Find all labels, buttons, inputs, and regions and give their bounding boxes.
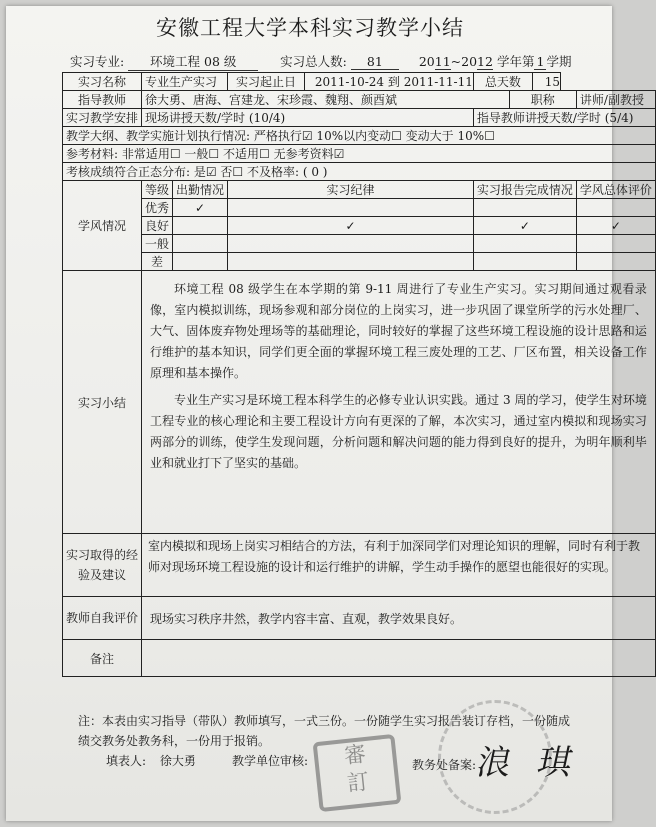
days-value: 15 [544, 75, 560, 89]
summary-label: 实习小结 [63, 271, 142, 534]
major-value: 环境工程 08 级 [128, 52, 258, 71]
rank-value: 讲师/副教授 [576, 91, 655, 109]
plan-execution: 教学大纲、教学实施计划执行情况: 严格执行☑ 10%以内变动☐ 变动大于 10%☐ [63, 127, 656, 145]
style-col-discipline: 实习纪律 [228, 181, 474, 199]
experience-label: 实习取得的经验及建议 [63, 534, 142, 597]
self-eval-text: 现场实习秩序井然，教学内容丰富、直观，教学效果良好。 [142, 597, 656, 640]
check-cell [576, 253, 655, 271]
filler-value: 徐大勇 [159, 754, 196, 768]
office-record-label: 教务处备案: [412, 758, 477, 772]
grade-fair: 一般 [142, 235, 173, 253]
grade-poor: 差 [142, 253, 173, 271]
year-label: 学年第 [496, 54, 535, 69]
style-col-overall: 学风总体评价 [576, 181, 655, 199]
check-cell [576, 199, 655, 217]
grade-excellent: 优秀 [142, 199, 173, 217]
days-label: 总天数 [474, 73, 533, 90]
style-col-attendance: 出勤情况 [173, 181, 228, 199]
header-line [70, 52, 571, 71]
rank-label: 职称 [509, 91, 576, 109]
remark-value [142, 640, 656, 677]
remark-label: 备注 [63, 640, 142, 677]
name-value: 专业生产实习 [142, 73, 228, 91]
summary-body [142, 271, 656, 534]
teacher-label: 指导教师 [63, 91, 142, 109]
summary-paragraph-2: 专业生产实习是环境工程本科学生的必修专业认识实践。通过 3 周的学习，使学生对环境工程专业的核心理论和主要工程设计方向有更深的了解，本次实习，通过室内模拟和现场实习两部分的训练，使学生发现问题，分析问题和解决问题的能力得到良好的提升，为明年顺利毕业和就业打下了坚实的基础。 [150, 393, 647, 470]
check-cell [473, 235, 576, 253]
style-section-label: 学风情况 [63, 181, 142, 271]
count-value: 81 [351, 54, 399, 70]
check-cell: ✓ [173, 199, 228, 217]
check-cell [228, 199, 474, 217]
page-title: 安徽工程大学本科实习教学小结 [156, 16, 464, 40]
check-cell: ✓ [576, 217, 655, 235]
year-end-num: 12 [477, 54, 493, 69]
footnote: 注：本表由实习指导（带队）教师填写，一式三份。一份随学生实习报告装订存档，一份随成绩交教务处教务科，一份用于报销。 [78, 714, 571, 748]
year-start: 20 [418, 54, 435, 69]
summary-table [62, 72, 656, 677]
arrange-value-2: 指导教师讲授天数/学时 (5/4) [473, 109, 655, 127]
check-cell: ✓ [473, 217, 576, 235]
teacher-value: 徐大勇、唐海、宫建龙、宋珍霞、魏翔、颜酉斌 [142, 91, 510, 109]
arrange-value-1: 现场讲授天数/学时 (10/4) [142, 109, 474, 127]
check-cell [473, 199, 576, 217]
count-label: 实习总人数: [280, 54, 347, 69]
review-stamp: 審 訂 [313, 734, 402, 812]
filler-field [106, 752, 196, 769]
major-label: 实习专业: [70, 54, 125, 69]
style-col-report: 实习报告完成情况 [473, 181, 576, 199]
assessment-distribution: 考核成绩符合正态分布: 是☑ 否☐ 不及格率: ( 0 ) [63, 163, 656, 181]
handwritten-signature: 浪 琪 [473, 743, 585, 783]
check-cell [473, 253, 576, 271]
check-cell [228, 235, 474, 253]
name-label: 实习名称 [63, 73, 142, 91]
year-sep: ~20 [450, 54, 478, 69]
check-cell [173, 253, 228, 271]
filler-label: 填表人: [106, 754, 147, 768]
reference-materials: 参考材料: 非常适用☐ 一般☐ 不适用☐ 无参考资料☑ [63, 145, 656, 163]
grade-good: 良好 [142, 217, 173, 235]
term-label: 学期 [546, 54, 572, 69]
arrange-label: 实习教学安排 [63, 109, 142, 127]
period-label: 实习起止日 [228, 73, 305, 90]
unit-review-label: 教学单位审核: [232, 754, 309, 768]
year-start-num: 11 [434, 54, 451, 69]
check-cell [228, 253, 474, 271]
summary-paragraph-1: 环境工程 08 级学生在本学期的第 9-11 周进行了专业生产实习。实习期间通过观看录像，室内模拟训练，现场参观和部分岗位的上岗实习，进一步巩固了课堂所学的污水处理厂、大气、固体废弃物处理场等的基础理论，同时较好的掌握了这些环境工程设施的设计思路和运行维护的基本知识，同学们更全面的掌握环境工程三废处理的工艺、厂区布置，相关设备工作原理和基本操作。 [150, 282, 647, 380]
check-cell [173, 217, 228, 235]
check-cell [576, 235, 655, 253]
check-cell [173, 235, 228, 253]
check-cell: ✓ [228, 217, 474, 235]
style-col-grade: 等级 [142, 181, 173, 199]
self-eval-label: 教师自我评价 [63, 597, 142, 640]
experience-text: 室内模拟和现场上岗实习相结合的方法，有利于加深同学们对理论知识的理解，同时有利于教师对现场环境工程设施的设计和运行维护的讲解，学生动手操作的愿望也能很好的实现。 [142, 534, 656, 597]
term-value: 1 [534, 54, 546, 70]
period-value: 2011-10-24 到 2011-11-11 [314, 75, 473, 89]
